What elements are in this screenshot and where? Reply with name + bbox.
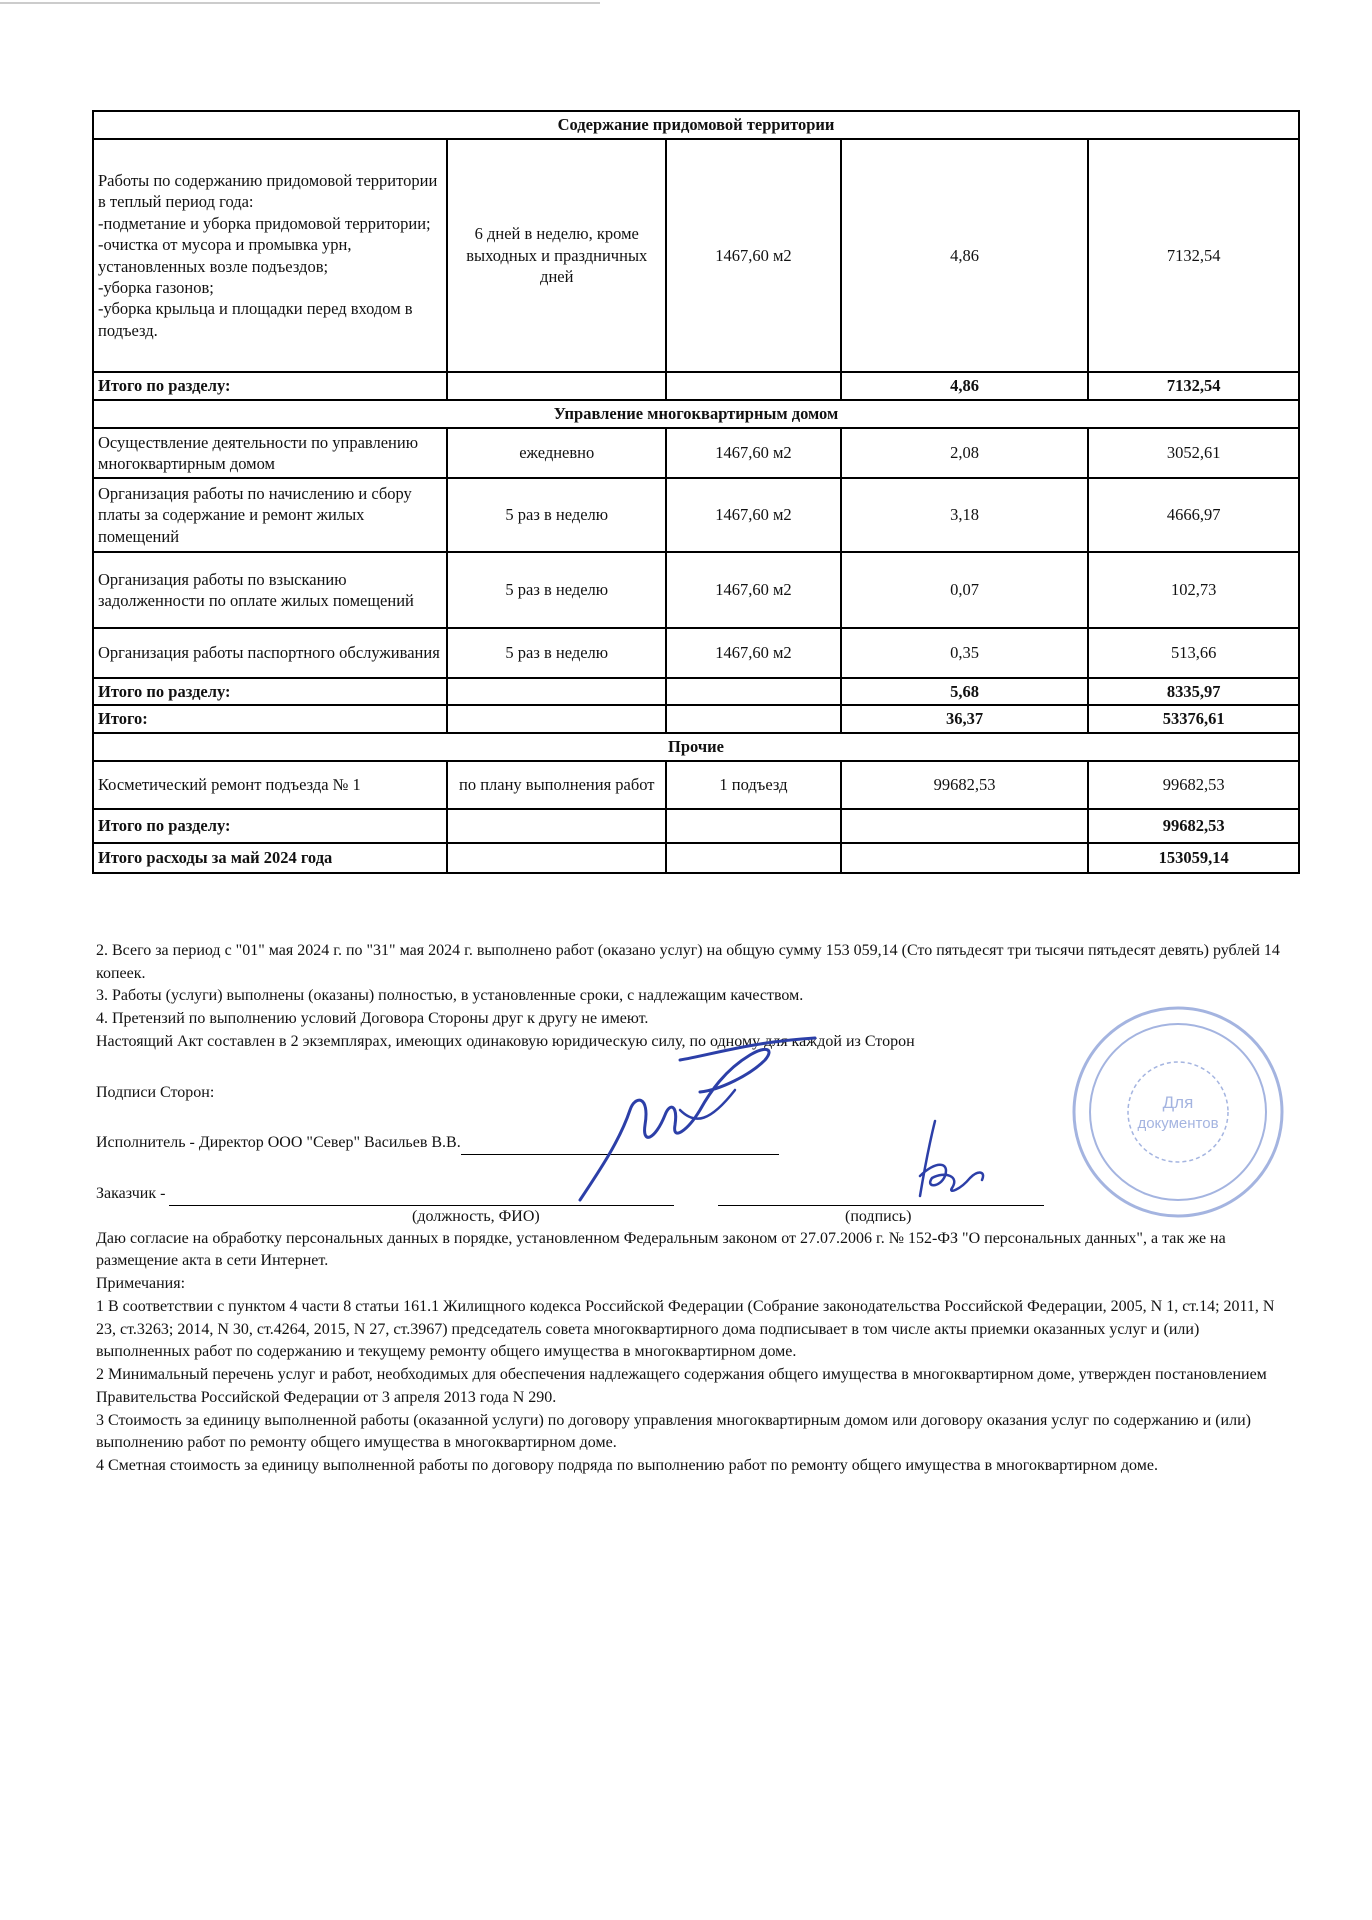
subtotal-unit-price: 5,68 [841, 678, 1089, 705]
subtotal-row [93, 809, 1299, 843]
stamp-text: Для [1162, 1093, 1194, 1112]
subtotal-unit-price [841, 809, 1089, 843]
table-row [93, 761, 1299, 809]
work-name: Осуществление деятельности по управлению многоквартирным домом [93, 428, 447, 478]
unit-price: 0,35 [841, 628, 1089, 678]
subtotal-cost: 99682,53 [1088, 809, 1299, 843]
work-volume: 1467,60 м2 [666, 478, 841, 552]
notes-title: Примечания: [96, 1275, 186, 1293]
table-row [93, 628, 1299, 678]
table-row [93, 428, 1299, 478]
cost: 513,66 [1088, 628, 1299, 678]
scan-edge-artifact [0, 2, 600, 10]
work-name: Косметический ремонт подъезда № 1 [93, 761, 447, 809]
executor-label: Исполнитель - Директор ООО "Север" Васильев В.В. [96, 1134, 461, 1152]
unit-price: 99682,53 [841, 761, 1089, 809]
stamp-text: документов [1137, 1115, 1219, 1132]
grand-total-row [93, 843, 1299, 873]
work-frequency: 5 раз в неделю [447, 552, 666, 628]
work-frequency: 5 раз в неделю [447, 628, 666, 678]
work-name: Организация работы паспортного обслуживания [93, 628, 447, 678]
unit-price: 2,08 [841, 428, 1089, 478]
unit-price: 3,18 [841, 478, 1089, 552]
subtotal-label: Итого по разделу: [93, 678, 447, 705]
empty-cell [666, 372, 841, 400]
subtotal-label: Итого по разделу: [93, 372, 447, 400]
subtotal-row [93, 372, 1299, 400]
work-name: Работы по содержанию придомовой территории в теплый период года: -подметание и уборка придомовой территории; -очистка от мусора и промывка урн, установленных возле подъездов; -уборка газонов; -уборка крыльца и площадки перед входом в подъезд. [93, 139, 447, 372]
work-frequency: 5 раз в неделю [447, 478, 666, 552]
signatures-label: Подписи Сторон: [96, 1083, 215, 1101]
services-table [92, 110, 1300, 874]
empty-cell [841, 843, 1089, 873]
work-volume: 1467,60 м2 [666, 139, 841, 372]
position-caption: (должность, ФИО) [412, 1207, 540, 1225]
empty-cell [447, 809, 666, 843]
cost: 3052,61 [1088, 428, 1299, 478]
consent-text: Даю согласие на обработку персональных данных в порядке, установленном Федеральным законом от 27.07.2006 г. № 152-ФЗ "О персональных данных", а так же на размещение акта в сети Интернет. [96, 1229, 1226, 1270]
empty-cell [447, 678, 666, 705]
signature-caption: (подпись) [845, 1207, 912, 1225]
empty-cell [447, 372, 666, 400]
note-4: 4 Сметная стоимость за единицу выполненной работы по договору подряда по выполнению работ по ремонту общего имущества в многоквартирном доме. [96, 1456, 1158, 1474]
empty-cell [666, 843, 841, 873]
section-header [93, 111, 1299, 139]
empty-cell [666, 678, 841, 705]
note-2: 2 Минимальный перечень услуг и работ, необходимых для обеспечения надлежащего содержания общего имущества в многоквартирном доме, утвержден постановлением Правительства Российской Федерации от 3 апреля 2013 года N 290. [96, 1366, 1267, 1406]
total-cost: 53376,61 [1088, 705, 1299, 732]
paragraph-quality: 3. Работы (услуги) выполнены (оказаны) полностью, в установленные сроки, с надлежащим качеством. [96, 987, 804, 1005]
subtotal-unit-price: 4,86 [841, 372, 1089, 400]
organization-stamp [1068, 1002, 1288, 1222]
cost: 4666,97 [1088, 478, 1299, 552]
work-volume: 1467,60 м2 [666, 552, 841, 628]
unit-price: 0,07 [841, 552, 1089, 628]
section-header [93, 733, 1299, 761]
section-title: Управление многоквартирным домом [93, 400, 1299, 428]
work-frequency: по плану выполнения работ [447, 761, 666, 809]
grand-total-label: Итого расходы за май 2024 года [93, 843, 447, 873]
customer-label: Заказчик - [96, 1185, 166, 1203]
section-title: Содержание придомовой территории [93, 111, 1299, 139]
subtotal-cost: 8335,97 [1088, 678, 1299, 705]
table-row [93, 139, 1299, 372]
work-name: Организация работы по взысканию задолженности по оплате жилых помещений [93, 552, 447, 628]
grand-total-cost: 153059,14 [1088, 843, 1299, 873]
work-volume: 1 подъезд [666, 761, 841, 809]
work-volume: 1467,60 м2 [666, 628, 841, 678]
note-1: 1 В соответствии с пунктом 4 части 8 статьи 161.1 Жилищного кодекса Российской Федерации (Собрание законодательства Российской Федерации, 2005, N 1, ст.14; 2011, N 23, ст.3263; 2014, N 30, ст.4264, 2015, N 27, ст.3967) председатель совета многоквартирного дома подписывает в том числе акты приемки оказанных услуг и (или) выполненных работ по содержанию и текущему ремонту общего имущества в многоквартирном доме. [96, 1297, 1275, 1361]
cost: 99682,53 [1088, 761, 1299, 809]
total-row [93, 705, 1299, 732]
table-row [93, 552, 1299, 628]
work-name: Организация работы по начислению и сбору платы за содержание и ремонт жилых помещений [93, 478, 447, 552]
unit-price: 4,86 [841, 139, 1089, 372]
paragraph-total-sum: 2. Всего за период с "01" мая 2024 г. по "31" мая 2024 г. выполнено работ (оказано услуг) на общую сумму 153 059,14 (Сто пятьдесят три тысячи пятьдесят девять) рублей 14 копеек. [96, 942, 1280, 982]
table-row [93, 478, 1299, 552]
section-header [93, 400, 1299, 428]
subtotal-cost: 7132,54 [1088, 372, 1299, 400]
empty-cell [666, 705, 841, 732]
total-label: Итого: [93, 705, 447, 732]
executor-signature [560, 1030, 850, 1205]
total-unit-price: 36,37 [841, 705, 1089, 732]
paragraph-copies: Настоящий Акт составлен в 2 экземплярах, имеющих одинаковую юридическую силу, по одному для каждой из Сторон [96, 1032, 915, 1050]
section-title: Прочие [93, 733, 1299, 761]
work-frequency: 6 дней в неделю, кроме выходных и праздничных дней [447, 139, 666, 372]
subtotal-label: Итого по разделу: [93, 809, 447, 843]
cost: 7132,54 [1088, 139, 1299, 372]
empty-cell [666, 809, 841, 843]
note-3: 3 Стоимость за единицу выполненной работы (оказанной услуги) по договору управления многоквартирным домом или договору оказания услуг по содержанию и (или) выполнению работ по ремонту общего имущества в многоквартирном доме. [96, 1411, 1251, 1452]
cost: 102,73 [1088, 552, 1299, 628]
subtotal-row [93, 678, 1299, 705]
customer-signature [890, 1116, 1000, 1211]
empty-cell [447, 843, 666, 873]
work-frequency: ежедневно [447, 428, 666, 478]
empty-cell [447, 705, 666, 732]
paragraph-no-claims: 4. Претензий по выполнению условий Договора Стороны друг к другу не имеют. [96, 1010, 649, 1028]
work-volume: 1467,60 м2 [666, 428, 841, 478]
